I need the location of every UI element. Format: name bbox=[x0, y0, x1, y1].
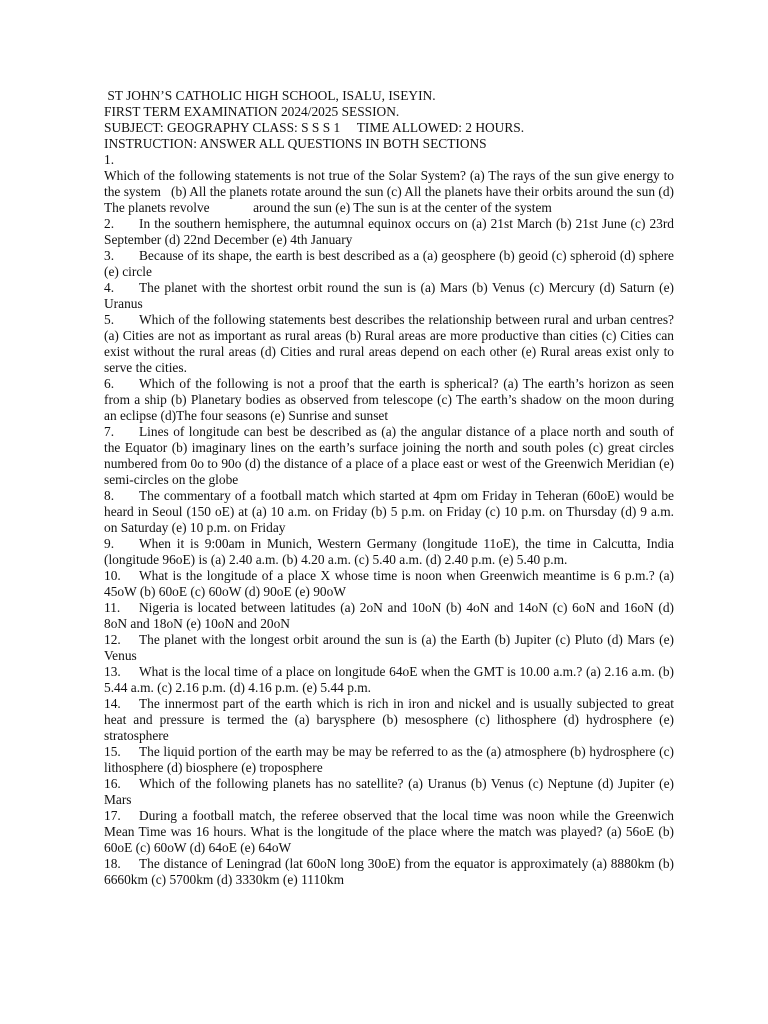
question-text: Which of the following planets has no satellite? (a) Uranus (b) Venus (c) Neptune (d) Jupiter (e) Mars bbox=[104, 776, 674, 807]
question-text: When it is 9:00am in Munich, Western Germany (longitude 11oE), the time in Calcutta, India (longitude 96oE) is (a) 2.40 a.m. (b) 4.20 a.m. (c) 5.40 a.m. (d) 2.40 p.m. (e) 5.40 p.m. bbox=[104, 536, 674, 567]
question-item bbox=[104, 280, 674, 312]
question-item bbox=[104, 424, 674, 488]
question-number: 10. bbox=[104, 568, 121, 583]
question-text: The liquid portion of the earth may be may be referred to as the (a) atmosphere (b) hydrosphere (c) lithosphere (d) biosphere (e) troposphere bbox=[104, 744, 674, 775]
instruction-line: INSTRUCTION: ANSWER ALL QUESTIONS IN BOTH SECTIONS bbox=[104, 136, 487, 151]
question-number: 11. bbox=[104, 600, 121, 615]
question-number: 6. bbox=[104, 376, 115, 391]
question-item bbox=[104, 248, 674, 280]
question-number: 4. bbox=[104, 280, 115, 295]
question-item bbox=[104, 856, 674, 888]
question-item bbox=[104, 696, 674, 744]
question-number: 16. bbox=[104, 776, 121, 791]
question-list bbox=[104, 216, 674, 888]
question-item bbox=[104, 216, 674, 248]
question-text: What is the longitude of a place X whose time is noon when Greenwich meantime is 6 p.m.? (a) 45oW (b) 60oE (c) 60oW (d) 90oE (e) 90oW bbox=[104, 568, 674, 599]
question-text: Because of its shape, the earth is best described as a (a) geosphere (b) geoid (c) spheroid (d) sphere (e) circle bbox=[104, 248, 674, 279]
question-number: 18. bbox=[104, 856, 121, 871]
question-number: 14. bbox=[104, 696, 121, 711]
question-text: In the southern hemisphere, the autumnal equinox occurs on (a) 21st March (b) 21st June (c) 23rd September (d) 22nd December (e) 4th January bbox=[104, 216, 674, 247]
question-number: 1. bbox=[104, 152, 115, 167]
subject-line: SUBJECT: GEOGRAPHY CLASS: S S S 1 TIME ALLOWED: 2 HOURS. bbox=[104, 120, 525, 135]
question-text: Nigeria is located between latitudes (a) 2oN and 10oN (b) 4oN and 14oN (c) 6oN and 16oN (d) 8oN and 18oN (e) 10oN and 20oN bbox=[104, 600, 674, 631]
question-number: 7. bbox=[104, 424, 115, 439]
question-text: The planet with the longest orbit around the sun is (a) the Earth (b) Jupiter (c) Pluto (d) Mars (e) Venus bbox=[104, 632, 674, 663]
question-text: Which of the following is not a proof that the earth is spherical? (a) The earth’s horizon as seen from a ship (b) Planetary bodies as observed from telescope (c) The earth’s shadow on the moon during an eclipse (d)The four seasons (e) Sunrise and sunset bbox=[104, 376, 674, 423]
question-item bbox=[104, 776, 674, 808]
question-item bbox=[104, 632, 674, 664]
question-number: 17. bbox=[104, 808, 121, 823]
question-item bbox=[104, 600, 674, 632]
question-number: 12. bbox=[104, 632, 121, 647]
question-text: Lines of longitude can best be described as (a) the angular distance of a place north and south of the Equator (b) imaginary lines on the earth’s surface joining the north and south poles (c) great circles numbered from 0o to 90o (d) the distance of a place of a place east or west of the Greenwich Meridian (e) semi-circles on the globe bbox=[104, 424, 674, 487]
question-number: 9. bbox=[104, 536, 115, 551]
question-item bbox=[104, 744, 674, 776]
question-number: 13. bbox=[104, 664, 121, 679]
question-item bbox=[104, 568, 674, 600]
question-text: The innermost part of the earth which is rich in iron and nickel and is usually subjected to great heat and pressure is termed the (a) barysphere (b) mesosphere (c) lithosphere (d) hydrosphere (e) stratosphere bbox=[104, 696, 674, 743]
exam-page bbox=[104, 88, 678, 888]
school-name: ST JOHN’S CATHOLIC HIGH SCHOOL, ISALU, ISEYIN. bbox=[104, 88, 436, 103]
question-number: 3. bbox=[104, 248, 115, 263]
question-item bbox=[104, 312, 674, 376]
question-text: The distance of Leningrad (lat 60oN long 30oE) from the equator is approximately (a) 8880km (b) 6660km (c) 5700km (d) 3330km (e) 1110km bbox=[104, 856, 674, 887]
question-number: 5. bbox=[104, 312, 115, 327]
question-text: The commentary of a football match which started at 4pm om Friday in Teheran (60oE) would be heard in Seoul (150 oE) at (a) 10 a.m. on Friday (b) 5 p.m. on Friday (c) 10 p.m. on Thursday (d) 9 a.m. on Saturday (e) 10 p.m. on Friday bbox=[104, 488, 674, 535]
question-number: 15. bbox=[104, 744, 121, 759]
question-item bbox=[104, 152, 678, 216]
question-item bbox=[104, 808, 674, 856]
question-number: 8. bbox=[104, 488, 115, 503]
question-text: Which of the following statements is not true of the Solar System? (a) The rays of the sun give energy to the system (b) All the planets rotate around the sun (c) All the planets have their orbits around the sun (d) The planets revolve around the sun (e) The sun is at the center of the system bbox=[104, 168, 678, 215]
question-item bbox=[104, 488, 674, 536]
question-text: The planet with the shortest orbit round the sun is (a) Mars (b) Venus (c) Mercury (d) Saturn (e) Uranus bbox=[104, 280, 674, 311]
question-item bbox=[104, 664, 674, 696]
question-text: During a football match, the referee observed that the local time was noon while the Greenwich Mean Time was 16 hours. What is the longitude of the place where the match was played? (a) 56oE (b) 60oE (c) 60oW (d) 64oE (e) 64oW bbox=[104, 808, 674, 855]
question-item bbox=[104, 536, 674, 568]
question-number: 2. bbox=[104, 216, 115, 231]
exam-title: FIRST TERM EXAMINATION 2024/2025 SESSION. bbox=[104, 104, 400, 119]
question-text: What is the local time of a place on longitude 64oE when the GMT is 10.00 a.m.? (a) 2.16 a.m. (b) 5.44 a.m. (c) 2.16 p.m. (d) 4.16 p.m. (e) 5.44 p.m. bbox=[104, 664, 674, 695]
question-item bbox=[104, 376, 674, 424]
question-text: Which of the following statements best describes the relationship between rural and urban centres? (a) Cities are not as important as rural areas (b) Rural areas are more productive than cities (c) Cities can exist without the rural areas (d) Cities and rural areas depend on each other (e) Rural areas exist only to serve the cities. bbox=[104, 312, 674, 375]
